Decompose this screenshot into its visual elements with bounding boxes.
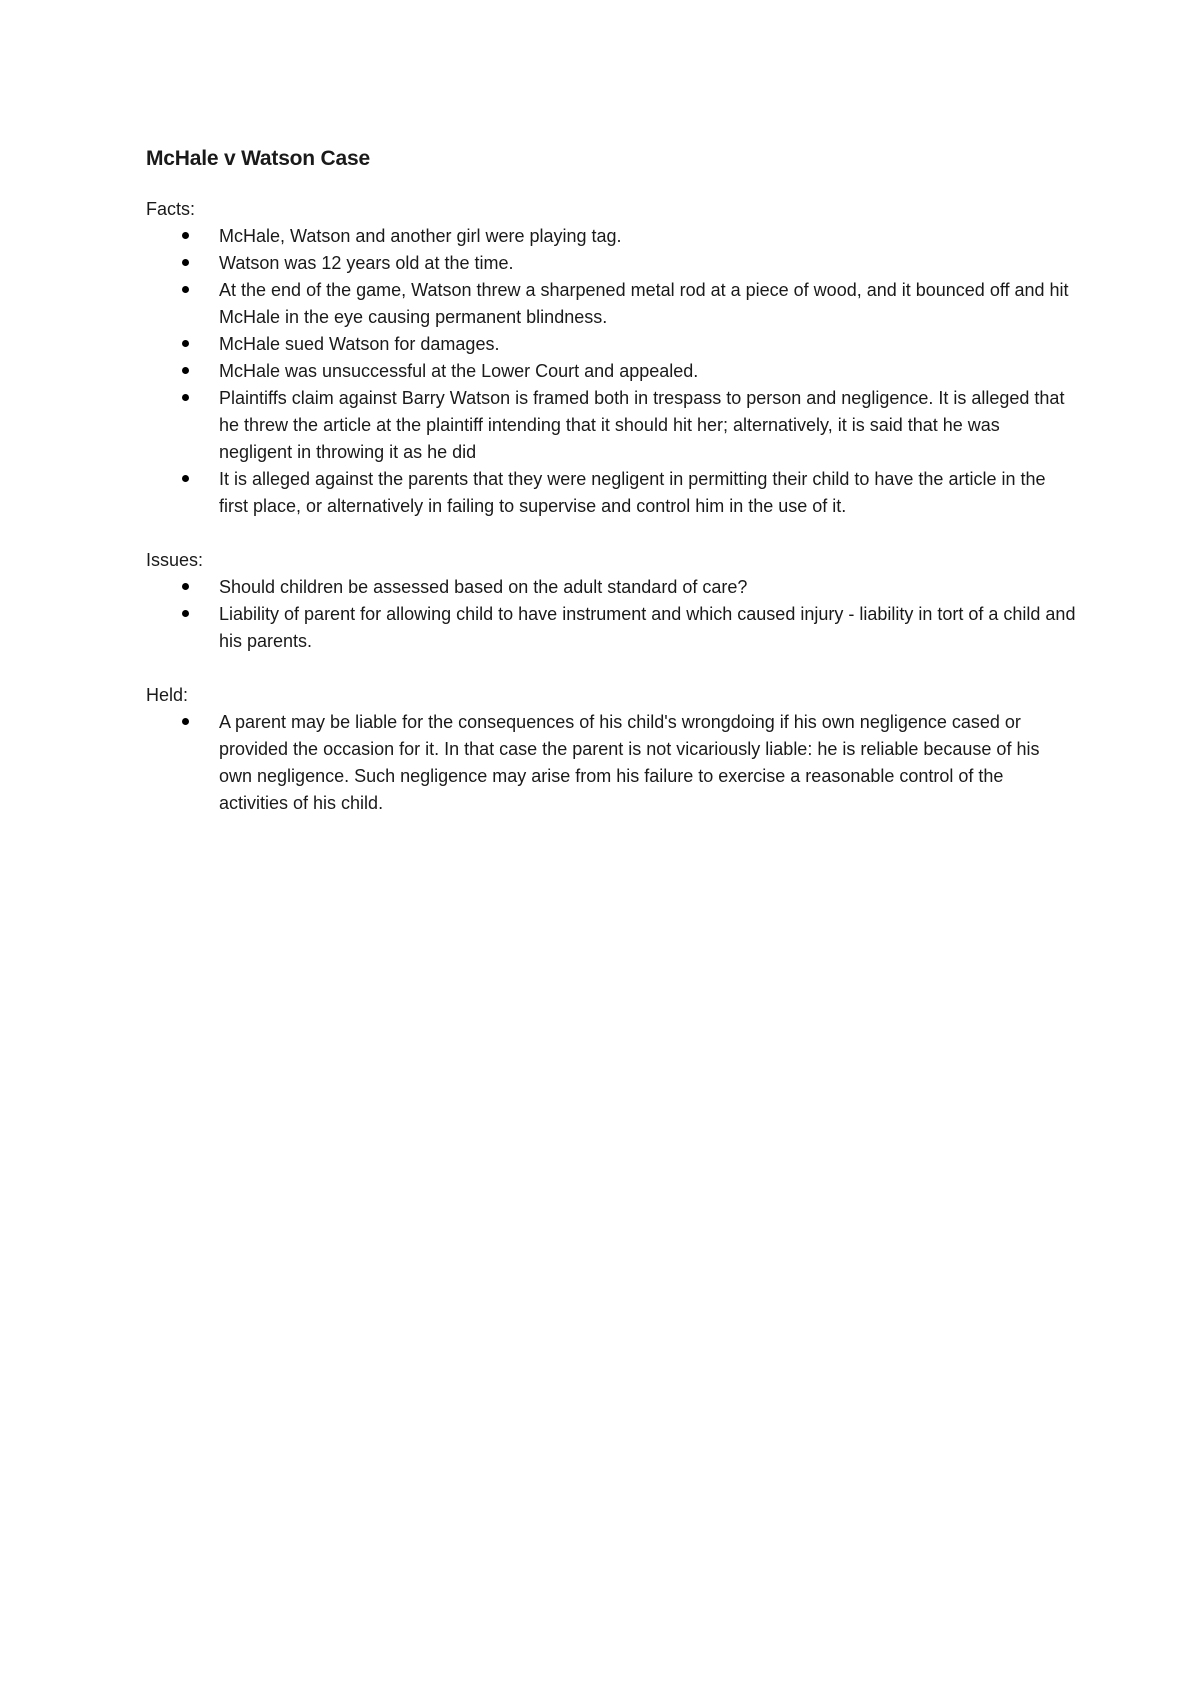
list-item-text: McHale sued Watson for damages. bbox=[219, 334, 500, 354]
bullet-icon bbox=[182, 286, 189, 293]
list-item bbox=[146, 709, 1076, 817]
bullet-icon bbox=[182, 340, 189, 347]
bullet-icon bbox=[182, 259, 189, 266]
list-item-text: At the end of the game, Watson threw a sharpened metal rod at a piece of wood, and it bounced off and hit McHale in the eye causing permanent blindness. bbox=[219, 280, 1069, 327]
list-item bbox=[146, 277, 1076, 331]
section-label-facts: Facts: bbox=[146, 199, 196, 219]
bullet-icon bbox=[182, 232, 189, 239]
list-item bbox=[146, 466, 1076, 520]
list-item-text: Watson was 12 years old at the time. bbox=[219, 253, 514, 273]
bullet-icon bbox=[182, 610, 189, 617]
section-label-issues: Issues: bbox=[146, 550, 204, 570]
bullet-icon bbox=[182, 583, 189, 590]
list-item bbox=[146, 331, 1076, 358]
held-list bbox=[146, 709, 1076, 817]
list-item bbox=[146, 250, 1076, 277]
list-item-text: Plaintiffs claim against Barry Watson is framed both in trespass to person and negligence. It is alleged that he threw the article at the plaintiff intending that it should hit her; alternatively, it is said that he was negligent in throwing it as he did bbox=[219, 388, 1065, 462]
section-label-held: Held: bbox=[146, 685, 189, 705]
document-body bbox=[146, 144, 1076, 844]
list-item bbox=[146, 223, 1076, 250]
list-item-text: Should children be assessed based on the adult standard of care? bbox=[219, 577, 748, 597]
bullet-icon bbox=[182, 367, 189, 374]
list-item bbox=[146, 574, 1076, 601]
list-item bbox=[146, 358, 1076, 385]
document-title: McHale v Watson Case bbox=[146, 147, 370, 170]
bullet-icon bbox=[182, 475, 189, 482]
section-issues bbox=[146, 547, 1076, 655]
section-facts bbox=[146, 196, 1076, 520]
list-item-text: McHale, Watson and another girl were playing tag. bbox=[219, 226, 622, 246]
list-item-text: McHale was unsuccessful at the Lower Court and appealed. bbox=[219, 361, 699, 381]
section-held bbox=[146, 682, 1076, 817]
list-item-text: A parent may be liable for the consequences of his child's wrongdoing if his own negligence cased or provided the occasion for it. In that case the parent is not vicariously liable: he is reliable because of his own negligence. Such negligence may arise from his failure to exercise a reasonable control of the activities of his child. bbox=[219, 712, 1040, 813]
bullet-icon bbox=[182, 394, 189, 401]
issues-list bbox=[146, 574, 1076, 655]
list-item-text: It is alleged against the parents that they were negligent in permitting their child to have the article in the first place, or alternatively in failing to supervise and control him in the use of it. bbox=[219, 469, 1046, 516]
list-item-text: Liability of parent for allowing child to have instrument and which caused injury - liability in tort of a child and his parents. bbox=[219, 604, 1076, 651]
list-item bbox=[146, 385, 1076, 466]
bullet-icon bbox=[182, 718, 189, 725]
list-item bbox=[146, 601, 1076, 655]
facts-list bbox=[146, 223, 1076, 520]
